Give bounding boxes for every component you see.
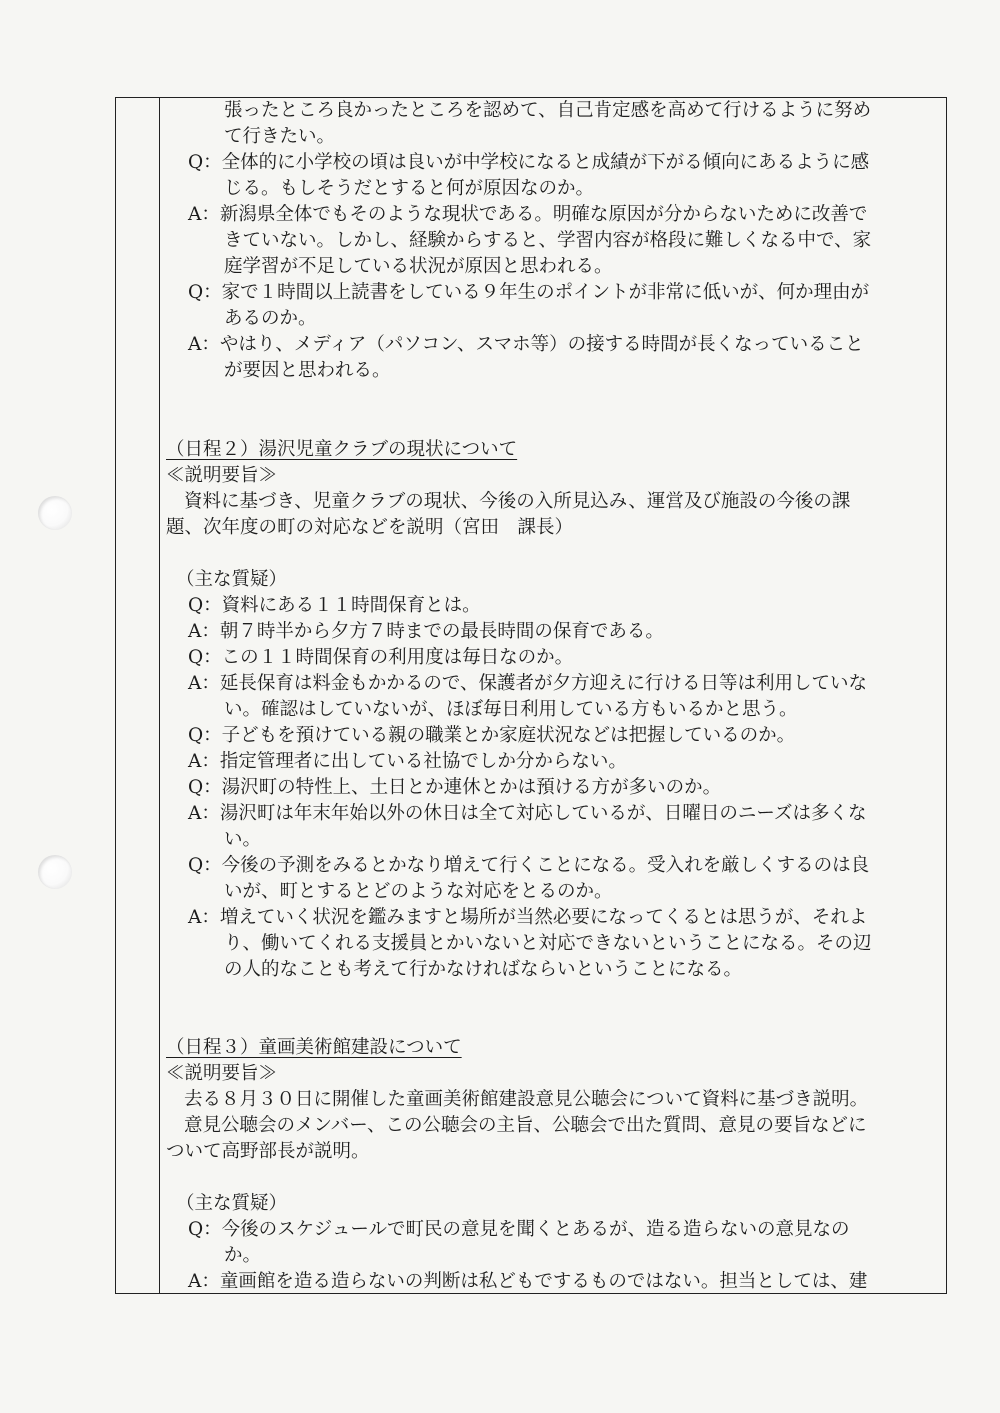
text-line: A：湯沢町は年末年始以外の休日は全て対応しているが、日曜日のニーズは多くな bbox=[188, 803, 867, 824]
text-line: 庭学習が不足している状況が原因と思われる。 bbox=[224, 256, 613, 277]
text-line: い。 bbox=[224, 829, 262, 850]
text-line: い。確認はしていないが、ほぼ毎日利用している方もいるかと思う。 bbox=[224, 699, 798, 720]
text-line: て行きたい。 bbox=[224, 126, 336, 147]
text-line: ≪説明要旨≫ bbox=[166, 465, 278, 486]
text-line: A：童画館を造る造らないの判断は私どもでするものではない。担当としては、建 bbox=[188, 1271, 868, 1292]
text-line: きていない。しかし、経験からすると、学習内容が格段に難しくなる中で、家 bbox=[224, 230, 872, 251]
text-line: ついて高野部長が説明。 bbox=[166, 1141, 370, 1162]
section-heading: （日程２）湯沢児童クラブの現状について bbox=[166, 439, 518, 460]
text-line: A：新潟県全体でもそのような現状である。明確な原因が分からないために改善で bbox=[188, 204, 868, 225]
text-line: が要因と思われる。 bbox=[224, 360, 391, 381]
text-line: Q：湯沢町の特性上、土日とか連休とかは預ける方が多いのか。 bbox=[188, 777, 722, 798]
text-line: A：やはり、メディア（パソコン、スマホ等）の接する時間が長くなっていること bbox=[188, 334, 864, 355]
text-line: 資料に基づき、児童クラブの現状、今後の入所見込み、運営及び施設の今後の課 bbox=[184, 491, 851, 512]
left-column-divider bbox=[159, 98, 160, 1293]
text-line: 張ったところ良かったところを認めて、自己肯定感を高めて行けるように努め bbox=[224, 100, 872, 121]
text-line: A：指定管理者に出している社協でしか分からない。 bbox=[188, 751, 627, 772]
text-line: （主な質疑） bbox=[176, 569, 288, 590]
text-line: 意見公聴会のメンバー、この公聴会の主旨、公聴会で出た質問、意見の要旨などに bbox=[184, 1115, 867, 1136]
text-line: （主な質疑） bbox=[176, 1193, 288, 1214]
text-line: Q：この１１時間保育の利用度は毎日なのか。 bbox=[188, 647, 574, 668]
text-line: り、働いてくれる支援員とかいないと対応できないということになる。その辺 bbox=[224, 933, 872, 954]
text-line: Q：今後のスケジュールで町民の意見を聞くとあるが、造る造らないの意見なの bbox=[188, 1219, 850, 1240]
text-line: いが、町とするとどのような対応をとるのか。 bbox=[224, 881, 613, 902]
text-line: ≪説明要旨≫ bbox=[166, 1063, 278, 1084]
text-line: A：増えていく状況を鑑みますと場所が当然必要になってくるとは思うが、それよ bbox=[188, 907, 868, 928]
text-line: A：延長保育は料金もかかるので、保護者が夕方迎えに行ける日等は利用していな bbox=[188, 673, 867, 694]
section-heading: （日程３）童画美術館建設について bbox=[166, 1037, 462, 1058]
punch-hole-top bbox=[38, 496, 72, 530]
text-line: Q：子どもを預けている親の職業とか家庭状況などは把握しているのか。 bbox=[188, 725, 796, 746]
text-line: Q：今後の予測をみるとかなり増えて行くことになる。受入れを厳しくするのは良 bbox=[188, 855, 870, 876]
text-line: Q：家で１時間以上読書をしている９年生のポイントが非常に低いが、何か理由が bbox=[188, 282, 870, 303]
text-line: か。 bbox=[224, 1245, 262, 1266]
text-line: じる。もしそうだとすると何が原因なのか。 bbox=[224, 178, 595, 199]
text-line: Q：全体的に小学校の頃は良いが中学校になると成績が下がる傾向にあるように感 bbox=[188, 152, 870, 173]
text-line: Q：資料にある１１時間保育とは。 bbox=[188, 595, 481, 616]
text-line: 去る８月３０日に開催した童画美術館建設意見公聴会について資料に基づき説明。 bbox=[184, 1089, 869, 1110]
text-line: あるのか。 bbox=[224, 308, 317, 329]
text-line: A：朝７時半から夕方７時までの最長時間の保育である。 bbox=[188, 621, 664, 642]
text-line: の人的なことも考えて行かなければならいということになる。 bbox=[224, 959, 743, 980]
text-line: 題、次年度の町の対応などを説明（宮田 課長） bbox=[166, 517, 574, 538]
punch-hole-bottom bbox=[38, 855, 72, 889]
